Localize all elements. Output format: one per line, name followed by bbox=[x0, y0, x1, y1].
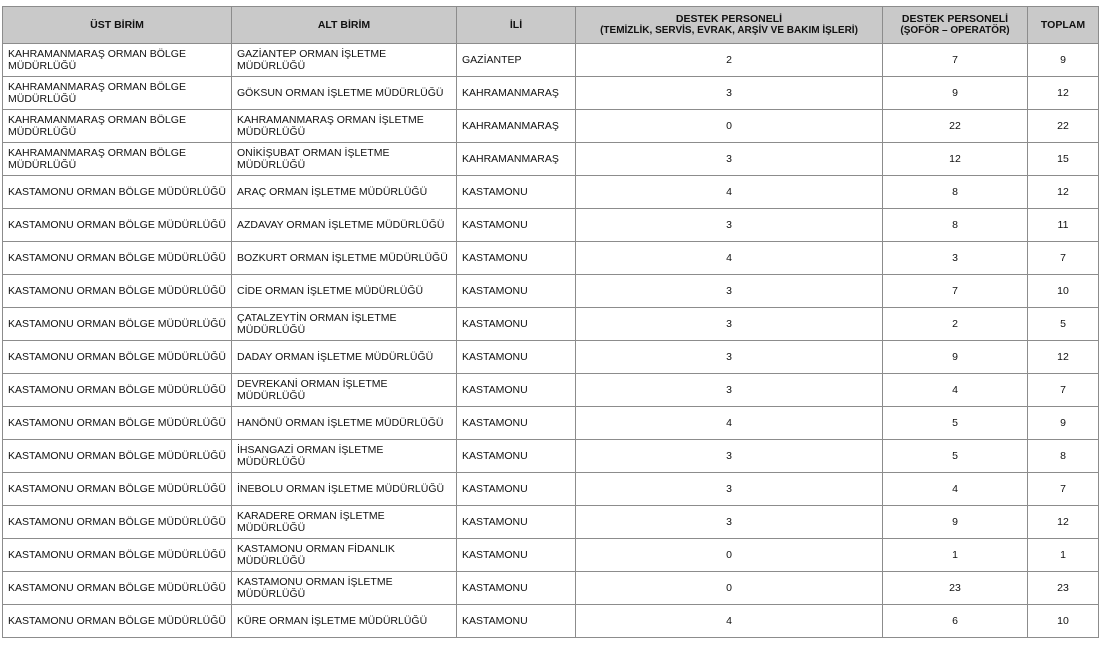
cell-ust-birim: KAHRAMANMARAŞ ORMAN BÖLGE MÜDÜRLÜĞÜ bbox=[3, 110, 232, 143]
cell-sofor-operator: 1 bbox=[883, 539, 1028, 572]
table-header bbox=[3, 7, 1099, 44]
table-row bbox=[3, 176, 1099, 209]
cell-ust-birim: KASTAMONU ORMAN BÖLGE MÜDÜRLÜĞÜ bbox=[3, 341, 232, 374]
cell-il: KASTAMONU bbox=[457, 341, 576, 374]
personnel-table bbox=[2, 6, 1099, 638]
cell-alt-birim: ÇATALZEYTİN ORMAN İŞLETME MÜDÜRLÜĞÜ bbox=[232, 308, 457, 341]
cell-alt-birim: ARAÇ ORMAN İŞLETME MÜDÜRLÜĞÜ bbox=[232, 176, 457, 209]
cell-il: KASTAMONU bbox=[457, 407, 576, 440]
cell-ust-birim: KASTAMONU ORMAN BÖLGE MÜDÜRLÜĞÜ bbox=[3, 275, 232, 308]
cell-ust-birim: KASTAMONU ORMAN BÖLGE MÜDÜRLÜĞÜ bbox=[3, 374, 232, 407]
table-row bbox=[3, 374, 1099, 407]
cell-toplam: 7 bbox=[1028, 242, 1099, 275]
cell-sofor-operator: 22 bbox=[883, 110, 1028, 143]
column-header-toplam: TOPLAM bbox=[1028, 7, 1099, 44]
cell-il: KASTAMONU bbox=[457, 209, 576, 242]
cell-destek-personeli: 0 bbox=[576, 539, 883, 572]
cell-il: KASTAMONU bbox=[457, 176, 576, 209]
table-row bbox=[3, 110, 1099, 143]
cell-ust-birim: KASTAMONU ORMAN BÖLGE MÜDÜRLÜĞÜ bbox=[3, 473, 232, 506]
cell-alt-birim: KÜRE ORMAN İŞLETME MÜDÜRLÜĞÜ bbox=[232, 605, 457, 638]
cell-toplam: 22 bbox=[1028, 110, 1099, 143]
cell-destek-personeli: 4 bbox=[576, 605, 883, 638]
table-row bbox=[3, 143, 1099, 176]
cell-destek-personeli: 4 bbox=[576, 176, 883, 209]
table-row bbox=[3, 242, 1099, 275]
cell-destek-personeli: 4 bbox=[576, 407, 883, 440]
cell-il: KASTAMONU bbox=[457, 605, 576, 638]
table-row bbox=[3, 44, 1099, 77]
column-header-ust-birim: ÜST BİRİM bbox=[3, 7, 232, 44]
cell-toplam: 8 bbox=[1028, 440, 1099, 473]
cell-toplam: 9 bbox=[1028, 407, 1099, 440]
cell-sofor-operator: 12 bbox=[883, 143, 1028, 176]
cell-destek-personeli: 2 bbox=[576, 44, 883, 77]
column-header-destek-personeli-sub: (TEMİZLİK, SERVİS, EVRAK, ARŞİV VE BAKIM İŞLERİ) bbox=[600, 25, 858, 37]
cell-il: KASTAMONU bbox=[457, 308, 576, 341]
cell-ust-birim: KASTAMONU ORMAN BÖLGE MÜDÜRLÜĞÜ bbox=[3, 176, 232, 209]
cell-ust-birim: KASTAMONU ORMAN BÖLGE MÜDÜRLÜĞÜ bbox=[3, 539, 232, 572]
table-header-row bbox=[3, 7, 1099, 44]
cell-destek-personeli: 3 bbox=[576, 209, 883, 242]
cell-il: KASTAMONU bbox=[457, 242, 576, 275]
cell-destek-personeli: 3 bbox=[576, 440, 883, 473]
table-row bbox=[3, 275, 1099, 308]
cell-il: KASTAMONU bbox=[457, 374, 576, 407]
column-header-sofor-operator-main: DESTEK PERSONELİ bbox=[901, 13, 1009, 26]
cell-alt-birim: KASTAMONU ORMAN İŞLETME MÜDÜRLÜĞÜ bbox=[232, 572, 457, 605]
cell-sofor-operator: 4 bbox=[883, 473, 1028, 506]
cell-destek-personeli: 3 bbox=[576, 308, 883, 341]
cell-toplam: 7 bbox=[1028, 473, 1099, 506]
cell-alt-birim: DEVREKANİ ORMAN İŞLETME MÜDÜRLÜĞÜ bbox=[232, 374, 457, 407]
cell-alt-birim: DADAY ORMAN İŞLETME MÜDÜRLÜĞÜ bbox=[232, 341, 457, 374]
table-row bbox=[3, 572, 1099, 605]
cell-destek-personeli: 0 bbox=[576, 110, 883, 143]
cell-sofor-operator: 23 bbox=[883, 572, 1028, 605]
cell-ust-birim: KAHRAMANMARAŞ ORMAN BÖLGE MÜDÜRLÜĞÜ bbox=[3, 77, 232, 110]
cell-il: KASTAMONU bbox=[457, 473, 576, 506]
cell-ust-birim: KASTAMONU ORMAN BÖLGE MÜDÜRLÜĞÜ bbox=[3, 572, 232, 605]
cell-alt-birim: İNEBOLU ORMAN İŞLETME MÜDÜRLÜĞÜ bbox=[232, 473, 457, 506]
cell-il: KAHRAMANMARAŞ bbox=[457, 143, 576, 176]
cell-alt-birim: İHSANGAZİ ORMAN İŞLETME MÜDÜRLÜĞÜ bbox=[232, 440, 457, 473]
column-header-sofor-operator-sub: (ŞOFÖR – OPERATÖR) bbox=[900, 25, 1010, 37]
column-header-sofor-operator bbox=[883, 7, 1028, 44]
cell-toplam: 10 bbox=[1028, 605, 1099, 638]
cell-alt-birim: ONİKİŞUBAT ORMAN İŞLETME MÜDÜRLÜĞÜ bbox=[232, 143, 457, 176]
cell-sofor-operator: 5 bbox=[883, 407, 1028, 440]
cell-ust-birim: KASTAMONU ORMAN BÖLGE MÜDÜRLÜĞÜ bbox=[3, 407, 232, 440]
table-row bbox=[3, 77, 1099, 110]
cell-toplam: 12 bbox=[1028, 506, 1099, 539]
cell-il: KAHRAMANMARAŞ bbox=[457, 77, 576, 110]
cell-ust-birim: KAHRAMANMARAŞ ORMAN BÖLGE MÜDÜRLÜĞÜ bbox=[3, 143, 232, 176]
cell-toplam: 23 bbox=[1028, 572, 1099, 605]
cell-alt-birim: CİDE ORMAN İŞLETME MÜDÜRLÜĞÜ bbox=[232, 275, 457, 308]
cell-alt-birim: GAZİANTEP ORMAN İŞLETME MÜDÜRLÜĞÜ bbox=[232, 44, 457, 77]
cell-sofor-operator: 9 bbox=[883, 341, 1028, 374]
cell-ust-birim: KASTAMONU ORMAN BÖLGE MÜDÜRLÜĞÜ bbox=[3, 209, 232, 242]
cell-il: KASTAMONU bbox=[457, 506, 576, 539]
cell-sofor-operator: 9 bbox=[883, 506, 1028, 539]
cell-toplam: 9 bbox=[1028, 44, 1099, 77]
cell-sofor-operator: 5 bbox=[883, 440, 1028, 473]
table-row bbox=[3, 605, 1099, 638]
column-header-destek-personeli bbox=[576, 7, 883, 44]
table-row bbox=[3, 407, 1099, 440]
cell-sofor-operator: 7 bbox=[883, 44, 1028, 77]
cell-alt-birim: KASTAMONU ORMAN FİDANLIK MÜDÜRLÜĞÜ bbox=[232, 539, 457, 572]
cell-alt-birim: BOZKURT ORMAN İŞLETME MÜDÜRLÜĞÜ bbox=[232, 242, 457, 275]
table-row bbox=[3, 440, 1099, 473]
cell-ust-birim: KASTAMONU ORMAN BÖLGE MÜDÜRLÜĞÜ bbox=[3, 242, 232, 275]
cell-ust-birim: KAHRAMANMARAŞ ORMAN BÖLGE MÜDÜRLÜĞÜ bbox=[3, 44, 232, 77]
cell-toplam: 12 bbox=[1028, 176, 1099, 209]
table-body bbox=[3, 44, 1099, 638]
cell-alt-birim: AZDAVAY ORMAN İŞLETME MÜDÜRLÜĞÜ bbox=[232, 209, 457, 242]
table-row bbox=[3, 209, 1099, 242]
cell-il: KASTAMONU bbox=[457, 539, 576, 572]
cell-destek-personeli: 3 bbox=[576, 143, 883, 176]
cell-toplam: 7 bbox=[1028, 374, 1099, 407]
cell-destek-personeli: 3 bbox=[576, 275, 883, 308]
cell-ust-birim: KASTAMONU ORMAN BÖLGE MÜDÜRLÜĞÜ bbox=[3, 506, 232, 539]
cell-destek-personeli: 0 bbox=[576, 572, 883, 605]
cell-toplam: 10 bbox=[1028, 275, 1099, 308]
cell-toplam: 11 bbox=[1028, 209, 1099, 242]
cell-alt-birim: HANÖNÜ ORMAN İŞLETME MÜDÜRLÜĞÜ bbox=[232, 407, 457, 440]
cell-toplam: 5 bbox=[1028, 308, 1099, 341]
cell-ust-birim: KASTAMONU ORMAN BÖLGE MÜDÜRLÜĞÜ bbox=[3, 440, 232, 473]
cell-sofor-operator: 9 bbox=[883, 77, 1028, 110]
cell-sofor-operator: 7 bbox=[883, 275, 1028, 308]
column-header-alt-birim: ALT BİRİM bbox=[232, 7, 457, 44]
cell-alt-birim: KAHRAMANMARAŞ ORMAN İŞLETME MÜDÜRLÜĞÜ bbox=[232, 110, 457, 143]
table-row bbox=[3, 539, 1099, 572]
table-row bbox=[3, 473, 1099, 506]
cell-alt-birim: KARADERE ORMAN İŞLETME MÜDÜRLÜĞÜ bbox=[232, 506, 457, 539]
cell-toplam: 12 bbox=[1028, 77, 1099, 110]
cell-il: KAHRAMANMARAŞ bbox=[457, 110, 576, 143]
cell-destek-personeli: 3 bbox=[576, 341, 883, 374]
cell-sofor-operator: 8 bbox=[883, 209, 1028, 242]
cell-sofor-operator: 8 bbox=[883, 176, 1028, 209]
cell-toplam: 1 bbox=[1028, 539, 1099, 572]
cell-destek-personeli: 3 bbox=[576, 77, 883, 110]
table-row bbox=[3, 506, 1099, 539]
cell-sofor-operator: 4 bbox=[883, 374, 1028, 407]
cell-sofor-operator: 2 bbox=[883, 308, 1028, 341]
column-header-il: İLİ bbox=[457, 7, 576, 44]
cell-destek-personeli: 4 bbox=[576, 242, 883, 275]
cell-ust-birim: KASTAMONU ORMAN BÖLGE MÜDÜRLÜĞÜ bbox=[3, 308, 232, 341]
cell-ust-birim: KASTAMONU ORMAN BÖLGE MÜDÜRLÜĞÜ bbox=[3, 605, 232, 638]
cell-destek-personeli: 3 bbox=[576, 374, 883, 407]
cell-toplam: 12 bbox=[1028, 341, 1099, 374]
table-row bbox=[3, 308, 1099, 341]
table-row bbox=[3, 341, 1099, 374]
cell-il: KASTAMONU bbox=[457, 440, 576, 473]
cell-alt-birim: GÖKSUN ORMAN İŞLETME MÜDÜRLÜĞÜ bbox=[232, 77, 457, 110]
cell-il: KASTAMONU bbox=[457, 572, 576, 605]
column-header-destek-personeli-main: DESTEK PERSONELİ bbox=[675, 13, 783, 26]
cell-toplam: 15 bbox=[1028, 143, 1099, 176]
cell-sofor-operator: 3 bbox=[883, 242, 1028, 275]
cell-il: GAZİANTEP bbox=[457, 44, 576, 77]
cell-sofor-operator: 6 bbox=[883, 605, 1028, 638]
cell-destek-personeli: 3 bbox=[576, 473, 883, 506]
cell-destek-personeli: 3 bbox=[576, 506, 883, 539]
cell-il: KASTAMONU bbox=[457, 275, 576, 308]
